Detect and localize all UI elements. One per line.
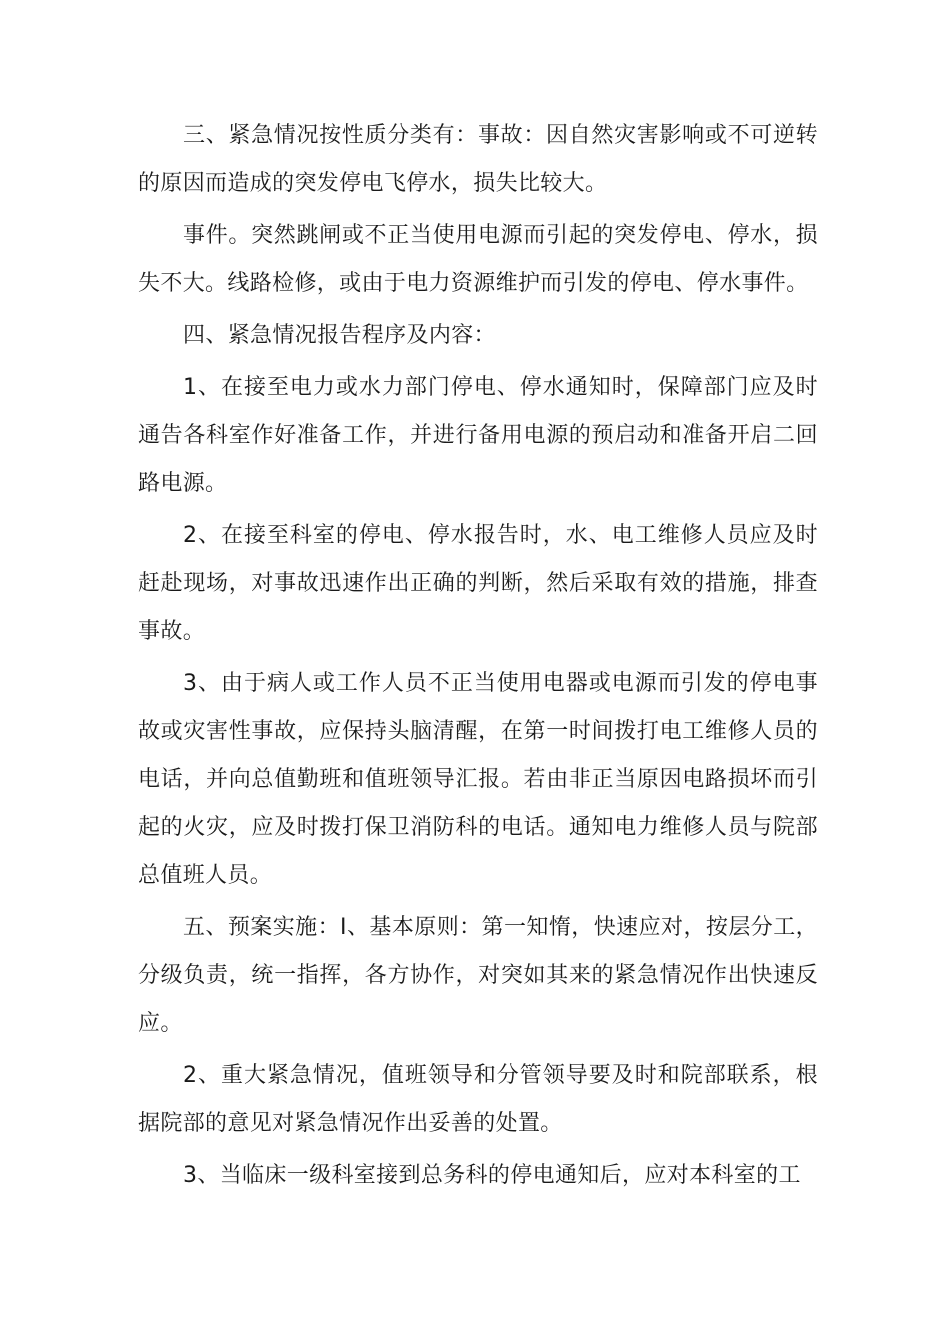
paragraph-plan-principles: 五、预案实施：I、基本原则：第一知惰，快速应对，按层分工，分级负责，统一指挥，各方协作，对突如其来的紧急情况作出快速反应。 — [138, 915, 818, 1036]
paragraph-plan-item-3: 3、当临床一级科室接到总务科的停电通知后，应对本科室的工 — [183, 1163, 801, 1188]
paragraph-report-item-1: 1、在接至电力或水力部门停电、停水通知时，保障部门应及时通告各科室作好准备工作，并进行备用电源的预启动和准备开启二回路电源。 — [138, 375, 818, 496]
paragraph-report-procedure-heading: 四、紧急情况报告程序及内容： — [183, 323, 496, 348]
paragraph-report-item-3: 3、由于病人或工作人员不正当使用电器或电源而引发的停电事故或灾害性事故，应保持头脑清醒，在第一时间拨打电工维修人员的电话，并向总值勤班和值班领导汇报。若由非正当原因电路损坏而引起的火灾，应及时拨打保卫消防科的电话。通知电力维修人员与院部总值班人员。 — [138, 671, 818, 888]
paragraph-report-item-2: 2、在接至科室的停电、停水报告时，水、电工维修人员应及时赶赴现场，对事故迅速作出正确的判断，然后采取有效的措施，排查事故。 — [138, 523, 818, 644]
paragraph-classification-event: 事件。突然跳闸或不正当使用电源而引起的突发停电、停水，损失不大。线路检修，或由于电力资源维护而引发的停电、停水事件。 — [138, 223, 818, 296]
document-body — [138, 112, 818, 1200]
paragraph-plan-item-2: 2、重大紧急情况，值班领导和分管领导要及时和院部联系，根据院部的意见对紧急情况作出妥善的处置。 — [138, 1063, 818, 1136]
paragraph-classification-accident: 三、紧急情况按性质分类有：事故：因自然灾害影响或不可逆转的原因而造成的突发停电飞停水，损失比较大。 — [138, 123, 818, 196]
